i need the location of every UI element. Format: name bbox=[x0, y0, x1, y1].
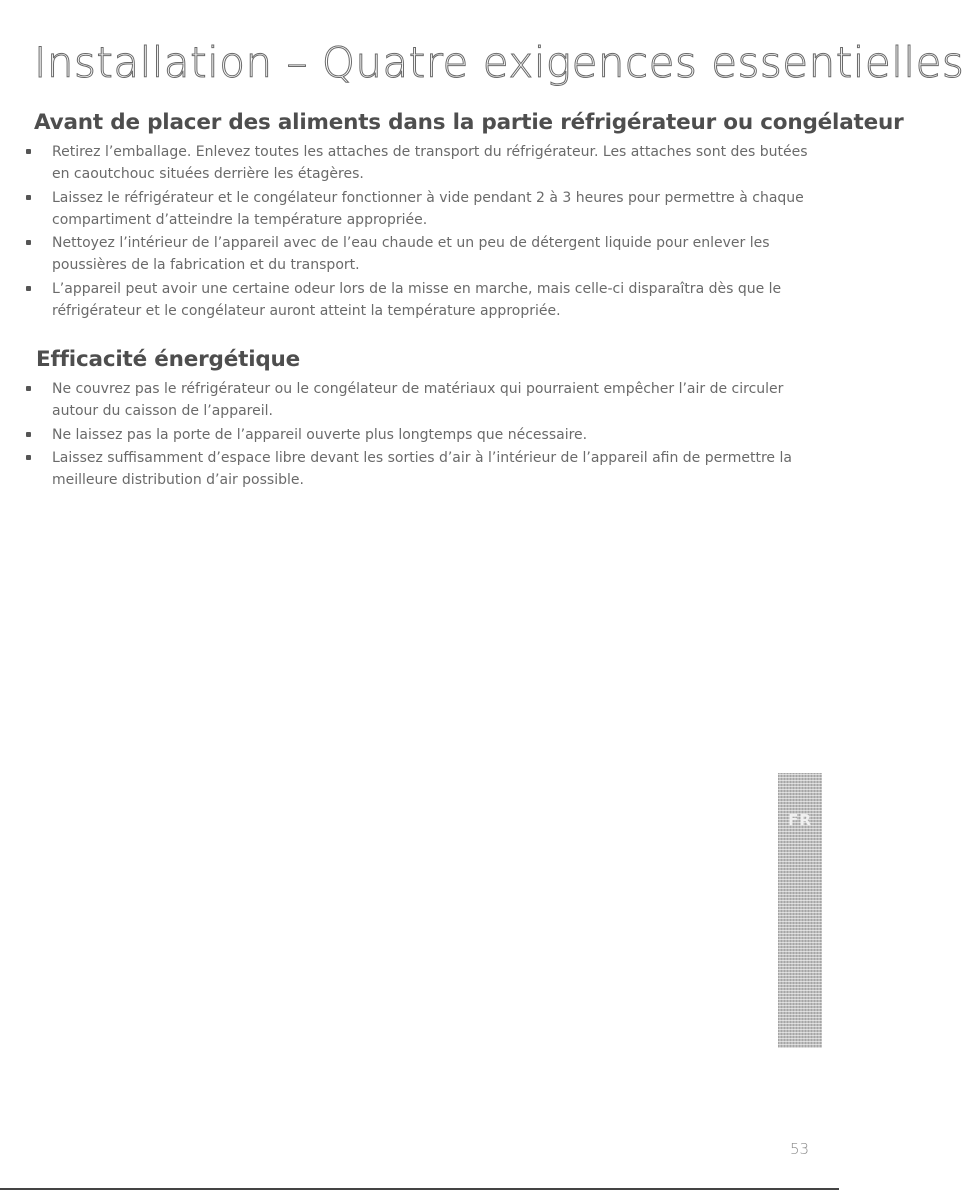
section-heading: Efficacité énergétique bbox=[36, 347, 301, 372]
bullet-icon bbox=[26, 432, 31, 437]
bottom-divider bbox=[0, 1188, 839, 1190]
page-title: Installation – Quatre exigences essentielles bbox=[34, 38, 964, 87]
list-item-text: Laissez suffisamment d’espace libre devant les sorties d’air à l’intérieur de l’appareil afin de permettre la meilleure distribution d’air possible. bbox=[52, 449, 792, 489]
bullet-icon bbox=[26, 286, 31, 291]
list-item bbox=[34, 378, 814, 423]
bullet-icon bbox=[26, 240, 31, 245]
list-item-text: Ne couvrez pas le réfrigérateur ou le congélateur de matériaux qui pourraient empêcher l’air de circuler autour du caisson de l’appareil. bbox=[52, 381, 784, 420]
list-item-text: Retirez l’emballage. Enlevez toutes les attaches de transport du réfrigérateur. Les attaches sont des butées en caoutchouc situées derrière les étagères. bbox=[52, 144, 808, 183]
list-item bbox=[34, 232, 814, 277]
bullet-icon bbox=[26, 195, 31, 200]
list-item bbox=[34, 278, 814, 323]
list-item bbox=[34, 447, 814, 492]
language-side-tab bbox=[778, 773, 822, 1048]
list-item bbox=[34, 187, 814, 232]
list-item-text: Laissez le réfrigérateur et le congélateur fonctionner à vide pendant 2 à 3 heures pour permettre à chaque compartiment d’atteindre la température appropriée. bbox=[52, 189, 804, 228]
list-item-text: L’appareil peut avoir une certaine odeur lors de la misse en marche, mais celle-ci disparaîtra dès que le réfrigérateur et le congélateur auront atteint la température appropriée. bbox=[52, 280, 782, 320]
section-energy-efficiency bbox=[34, 347, 814, 492]
bullet-list bbox=[34, 378, 814, 491]
bullet-icon bbox=[26, 386, 31, 391]
list-item-text: Nettoyez l’intérieur de l’appareil avec de l’eau chaude et un peu de détergent liquide pour enlever les poussières de la fabrication et du transport. bbox=[52, 235, 770, 274]
section-before-food bbox=[34, 110, 904, 323]
bullet-list bbox=[34, 141, 814, 322]
section-heading: Avant de placer des aliments dans la partie réfrigérateur ou congélateur bbox=[34, 110, 904, 135]
list-item bbox=[34, 141, 814, 186]
language-tab-label: FR bbox=[788, 811, 812, 829]
bullet-icon bbox=[26, 149, 31, 154]
list-item bbox=[34, 424, 814, 446]
bullet-icon bbox=[26, 455, 31, 460]
list-item-text: Ne laissez pas la porte de l’appareil ouverte plus longtemps que nécessaire. bbox=[52, 426, 588, 443]
page-number: 53 bbox=[790, 1140, 810, 1158]
